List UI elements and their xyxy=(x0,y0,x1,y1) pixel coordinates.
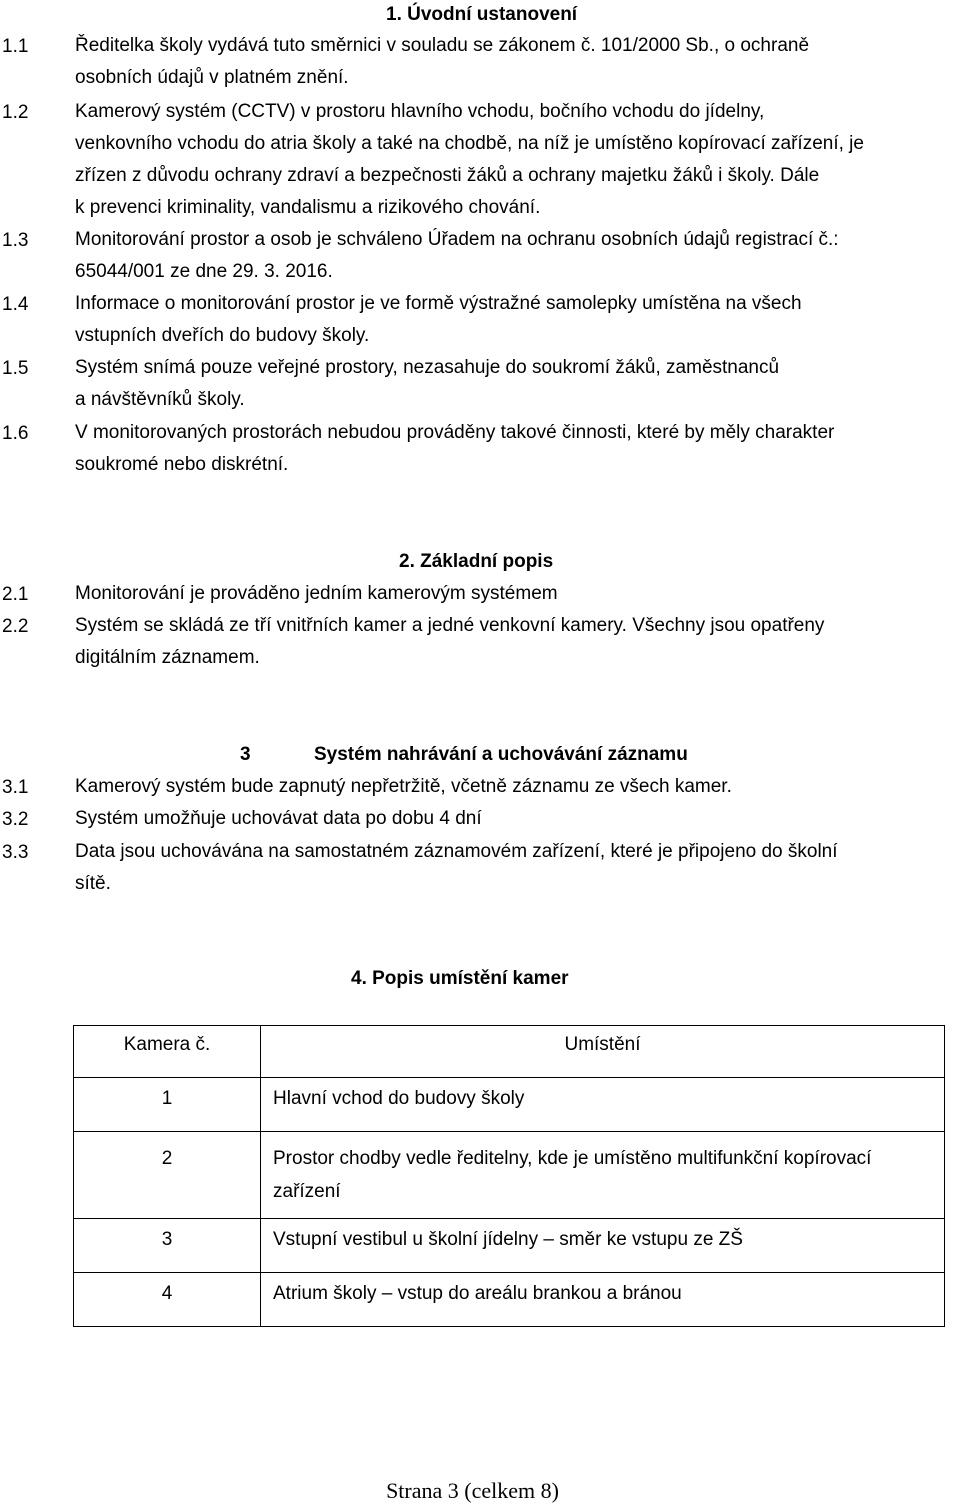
item-number: 3.2 xyxy=(2,809,29,830)
item-number: 1.4 xyxy=(2,294,29,315)
camera-number: 2 xyxy=(74,1132,261,1219)
camera-location: Hlavní vchod do budovy školy xyxy=(261,1078,945,1132)
item-line: Kamerový systém bude zapnutý nepřetržitě, včetně záznamu ze všech kamer. xyxy=(75,776,732,797)
item-number: 1.6 xyxy=(2,423,29,444)
item-number: 3.3 xyxy=(2,842,29,863)
item-number: 2.1 xyxy=(2,584,29,605)
item-number: 2.2 xyxy=(2,616,29,637)
item-line: Systém se skládá ze tří vnitřních kamer a jedné venkovní kamery. Všechny jsou opatřeny xyxy=(75,615,825,636)
table-row xyxy=(74,1132,945,1219)
item-line: digitálním záznamem. xyxy=(75,647,260,668)
item-line: Monitorování je prováděno jedním kamerovým systémem xyxy=(75,583,558,604)
item-number: 1.5 xyxy=(2,358,29,379)
item-line: sítě. xyxy=(75,873,111,894)
camera-number: 3 xyxy=(74,1219,261,1273)
item-line: venkovního vchodu do atria školy a také na chodbě, na níž je umístěno kopírovací zařízení, je xyxy=(75,133,864,154)
section-1-heading: 1. Úvodní ustanovení xyxy=(386,4,578,25)
section-2-heading: 2. Základní popis xyxy=(399,551,554,572)
table-row xyxy=(74,1219,945,1273)
item-line: 65044/001 ze dne 29. 3. 2016. xyxy=(75,261,333,282)
section-4-heading: 4. Popis umístění kamer xyxy=(351,968,569,989)
item-line: vstupních dveřích do budovy školy. xyxy=(75,325,370,346)
camera-location-table xyxy=(73,1025,945,1327)
camera-location xyxy=(261,1132,945,1219)
item-number: 1.1 xyxy=(2,36,29,57)
camera-location-line: zařízení xyxy=(273,1181,341,1202)
table-header-row xyxy=(74,1026,945,1078)
camera-location: Atrium školy – vstup do areálu brankou a bránou xyxy=(261,1273,945,1327)
item-line: k prevenci kriminality, vandalismu a rizikového chování. xyxy=(75,197,541,218)
header-camera-number: Kamera č. xyxy=(74,1026,261,1078)
item-line: Systém snímá pouze veřejné prostory, nezasahuje do soukromí žáků, zaměstnanců xyxy=(75,357,780,378)
item-number: 1.2 xyxy=(2,102,29,123)
camera-location: Vstupní vestibul u školní jídelny – směr ke vstupu ze ZŠ xyxy=(261,1219,945,1273)
item-line: Systém umožňuje uchovávat data po dobu 4 dní xyxy=(75,808,482,829)
item-line: a návštěvníků školy. xyxy=(75,389,245,410)
item-line: V monitorovaných prostorách nebudou prováděny takové činnosti, které by měly charakter xyxy=(75,422,835,443)
item-line: Ředitelka školy vydává tuto směrnici v souladu se zákonem č. 101/2000 Sb., o ochraně xyxy=(75,35,810,56)
item-line: zřízen z důvodu ochrany zdraví a bezpečnosti žáků a ochrany majetku žáků i školy. Dále xyxy=(75,165,820,186)
item-number: 3.1 xyxy=(2,777,29,798)
item-line: Kamerový systém (CCTV) v prostoru hlavního vchodu, bočního vchodu do jídelny, xyxy=(75,101,765,122)
camera-number: 4 xyxy=(74,1273,261,1327)
item-line: Monitorování prostor a osob je schváleno Úřadem na ochranu osobních údajů registrací č.: xyxy=(75,229,839,250)
section-3-number: 3 xyxy=(240,744,251,765)
camera-number: 1 xyxy=(74,1078,261,1132)
table-row xyxy=(74,1273,945,1327)
page-footer: Strana 3 (celkem 8) xyxy=(386,1478,559,1503)
item-line: osobních údajů v platném znění. xyxy=(75,67,349,88)
item-line: soukromé nebo diskrétní. xyxy=(75,454,289,475)
item-line: Data jsou uchovávána na samostatném záznamovém zařízení, které je připojeno do školní xyxy=(75,841,838,862)
section-3-title: Systém nahrávání a uchovávání záznamu xyxy=(314,744,688,765)
item-line: Informace o monitorování prostor je ve formě výstražné samolepky umístěna na všech xyxy=(75,293,802,314)
camera-location-line: Prostor chodby vedle ředitelny, kde je umístěno multifunkční kopírovací xyxy=(273,1148,872,1169)
header-location: Umístění xyxy=(261,1026,945,1078)
item-number: 1.3 xyxy=(2,230,29,251)
table-row xyxy=(74,1078,945,1132)
